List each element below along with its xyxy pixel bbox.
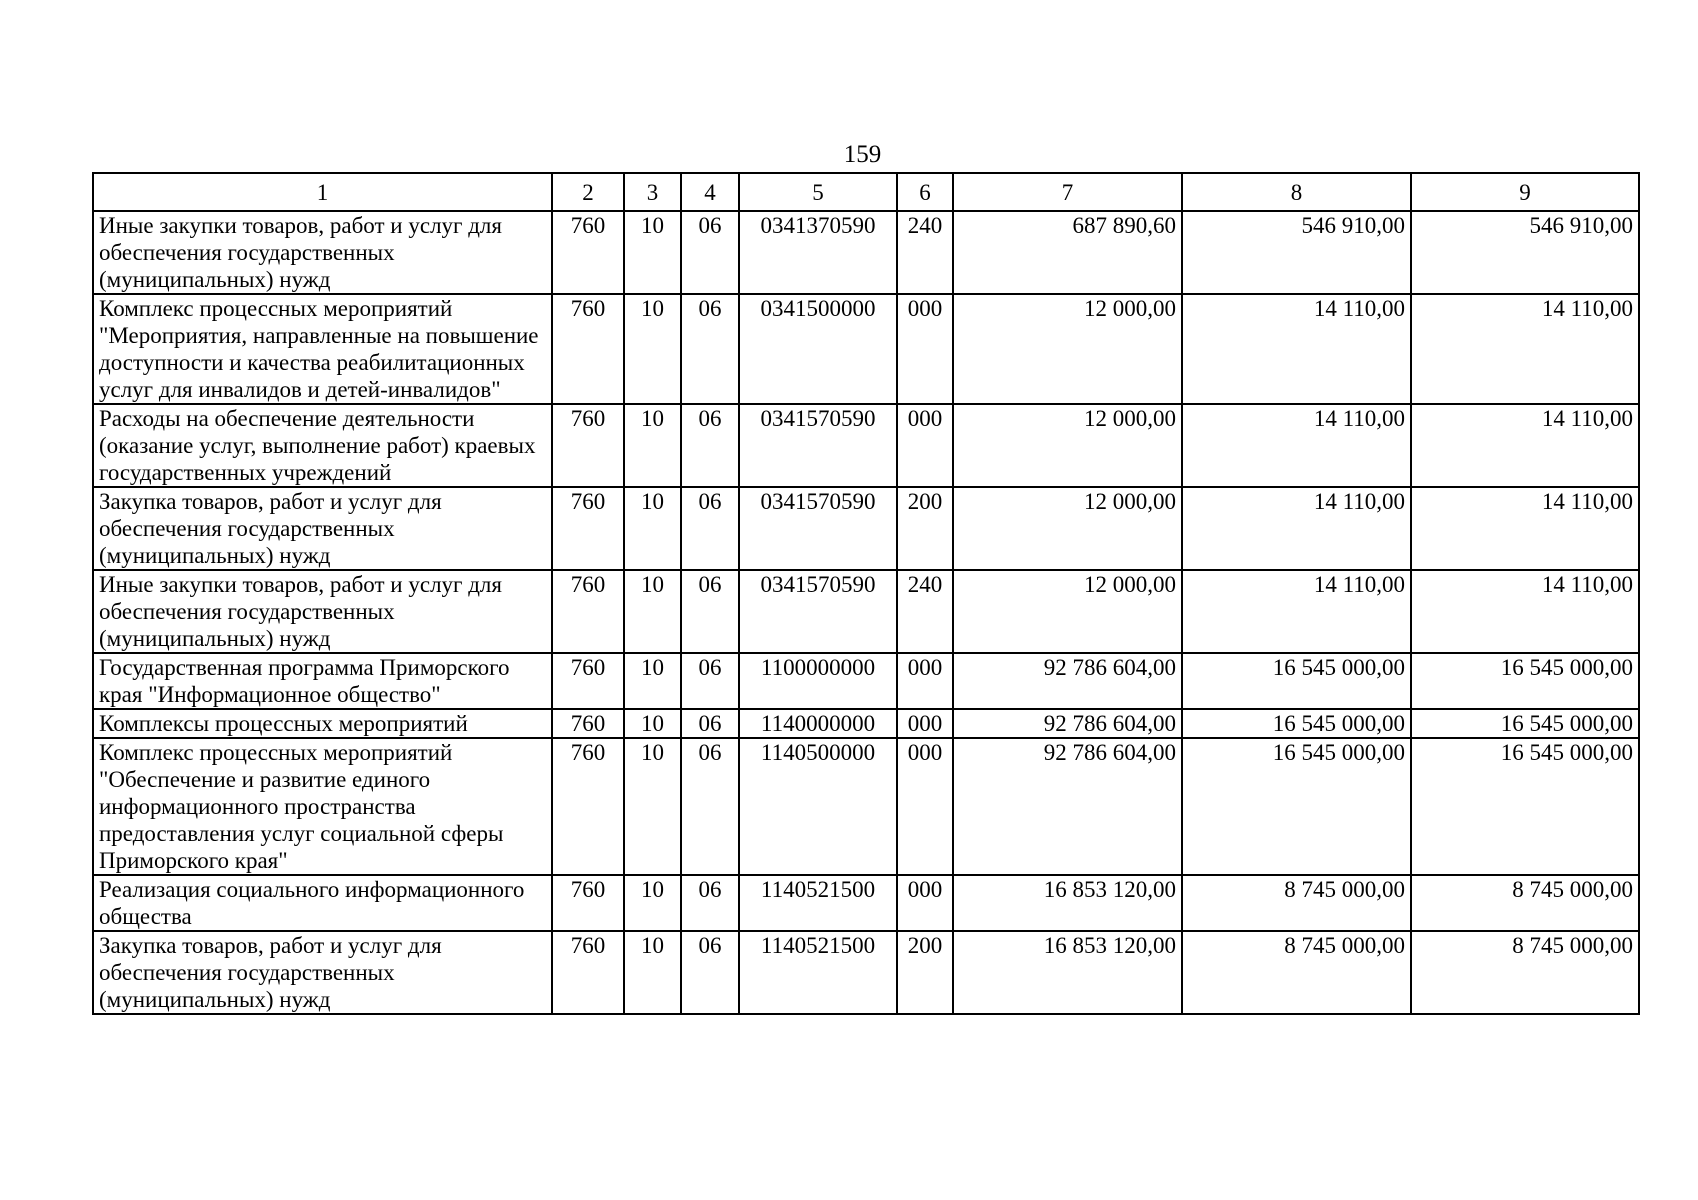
amount-col7: 12 000,00 xyxy=(953,294,1182,404)
subsection-code: 06 xyxy=(681,487,739,570)
column-header: 8 xyxy=(1182,173,1411,211)
amount-col8: 14 110,00 xyxy=(1182,570,1411,653)
expense-type-code: 000 xyxy=(897,875,953,931)
ministry-code: 760 xyxy=(552,570,624,653)
amount-col9: 8 745 000,00 xyxy=(1411,875,1639,931)
row-name: Реализация социального информационного общества xyxy=(93,875,552,931)
amount-col8: 16 545 000,00 xyxy=(1182,738,1411,875)
subsection-code: 06 xyxy=(681,875,739,931)
table-row xyxy=(93,875,1639,931)
ministry-code: 760 xyxy=(552,487,624,570)
column-header: 9 xyxy=(1411,173,1639,211)
amount-col7: 16 853 120,00 xyxy=(953,875,1182,931)
amount-col7: 16 853 120,00 xyxy=(953,931,1182,1014)
expense-type-code: 000 xyxy=(897,653,953,709)
subsection-code: 06 xyxy=(681,653,739,709)
row-name: Иные закупки товаров, работ и услуг для обеспечения государственных (муниципальных) нужд xyxy=(93,211,552,294)
amount-col8: 546 910,00 xyxy=(1182,211,1411,294)
target-article-code: 0341500000 xyxy=(739,294,897,404)
expense-type-code: 000 xyxy=(897,404,953,487)
amount-col8: 16 545 000,00 xyxy=(1182,653,1411,709)
amount-col8: 14 110,00 xyxy=(1182,404,1411,487)
table-row xyxy=(93,404,1639,487)
row-name: Иные закупки товаров, работ и услуг для обеспечения государственных (муниципальных) нужд xyxy=(93,570,552,653)
ministry-code: 760 xyxy=(552,294,624,404)
amount-col9: 546 910,00 xyxy=(1411,211,1639,294)
section-code: 10 xyxy=(624,294,681,404)
ministry-code: 760 xyxy=(552,709,624,738)
row-name: Комплекс процессных мероприятий "Обеспечение и развитие единого информационного пространства предоставления услуг социальной сферы Приморского края" xyxy=(93,738,552,875)
target-article-code: 0341370590 xyxy=(739,211,897,294)
ministry-code: 760 xyxy=(552,931,624,1014)
row-name: Закупка товаров, работ и услуг для обеспечения государственных (муниципальных) нужд xyxy=(93,931,552,1014)
row-name: Закупка товаров, работ и услуг для обеспечения государственных (муниципальных) нужд xyxy=(93,487,552,570)
table-row xyxy=(93,931,1639,1014)
amount-col9: 8 745 000,00 xyxy=(1411,931,1639,1014)
row-name: Государственная программа Приморского края "Информационное общество" xyxy=(93,653,552,709)
column-header: 2 xyxy=(552,173,624,211)
ministry-code: 760 xyxy=(552,653,624,709)
row-name: Комплекс процессных мероприятий "Мероприятия, направленные на повышение доступности и качества реабилитационных услуг для инвалидов и детей-инвалидов" xyxy=(93,294,552,404)
amount-col9: 16 545 000,00 xyxy=(1411,653,1639,709)
target-article-code: 0341570590 xyxy=(739,570,897,653)
section-code: 10 xyxy=(624,709,681,738)
amount-col9: 14 110,00 xyxy=(1411,404,1639,487)
amount-col9: 16 545 000,00 xyxy=(1411,709,1639,738)
table-row xyxy=(93,738,1639,875)
page-number: 159 xyxy=(843,141,882,168)
expense-type-code: 200 xyxy=(897,931,953,1014)
budget-table xyxy=(92,172,1640,1015)
table-row xyxy=(93,487,1639,570)
row-name: Расходы на обеспечение деятельности (оказание услуг, выполнение работ) краевых государственных учреждений xyxy=(93,404,552,487)
subsection-code: 06 xyxy=(681,570,739,653)
target-article-code: 1140500000 xyxy=(739,738,897,875)
table-row xyxy=(93,570,1639,653)
subsection-code: 06 xyxy=(681,709,739,738)
amount-col8: 8 745 000,00 xyxy=(1182,875,1411,931)
amount-col8: 16 545 000,00 xyxy=(1182,709,1411,738)
amount-col9: 16 545 000,00 xyxy=(1411,738,1639,875)
amount-col7: 92 786 604,00 xyxy=(953,653,1182,709)
subsection-code: 06 xyxy=(681,738,739,875)
table-row xyxy=(93,211,1639,294)
subsection-code: 06 xyxy=(681,294,739,404)
target-article-code: 1140521500 xyxy=(739,931,897,1014)
table-row xyxy=(93,653,1639,709)
section-code: 10 xyxy=(624,875,681,931)
amount-col8: 14 110,00 xyxy=(1182,294,1411,404)
section-code: 10 xyxy=(624,211,681,294)
expense-type-code: 000 xyxy=(897,294,953,404)
column-header: 1 xyxy=(93,173,552,211)
amount-col8: 14 110,00 xyxy=(1182,487,1411,570)
section-code: 10 xyxy=(624,404,681,487)
target-article-code: 1140521500 xyxy=(739,875,897,931)
section-code: 10 xyxy=(624,738,681,875)
header-row xyxy=(93,173,1639,211)
amount-col8: 8 745 000,00 xyxy=(1182,931,1411,1014)
ministry-code: 760 xyxy=(552,404,624,487)
amount-col7: 12 000,00 xyxy=(953,570,1182,653)
amount-col9: 14 110,00 xyxy=(1411,487,1639,570)
expense-type-code: 240 xyxy=(897,570,953,653)
ministry-code: 760 xyxy=(552,875,624,931)
ministry-code: 760 xyxy=(552,211,624,294)
column-header: 4 xyxy=(681,173,739,211)
ministry-code: 760 xyxy=(552,738,624,875)
amount-col7: 12 000,00 xyxy=(953,404,1182,487)
table-row xyxy=(93,294,1639,404)
target-article-code: 1140000000 xyxy=(739,709,897,738)
row-name: Комплексы процессных мероприятий xyxy=(93,709,552,738)
target-article-code: 0341570590 xyxy=(739,487,897,570)
expense-type-code: 240 xyxy=(897,211,953,294)
subsection-code: 06 xyxy=(681,931,739,1014)
column-header: 7 xyxy=(953,173,1182,211)
target-article-code: 1100000000 xyxy=(739,653,897,709)
amount-col9: 14 110,00 xyxy=(1411,570,1639,653)
expense-type-code: 000 xyxy=(897,709,953,738)
amount-col7: 12 000,00 xyxy=(953,487,1182,570)
amount-col7: 92 786 604,00 xyxy=(953,709,1182,738)
table-row xyxy=(93,709,1639,738)
amount-col9: 14 110,00 xyxy=(1411,294,1639,404)
column-header: 6 xyxy=(897,173,953,211)
target-article-code: 0341570590 xyxy=(739,404,897,487)
amount-col7: 687 890,60 xyxy=(953,211,1182,294)
column-header: 3 xyxy=(624,173,681,211)
section-code: 10 xyxy=(624,653,681,709)
expense-type-code: 000 xyxy=(897,738,953,875)
amount-col7: 92 786 604,00 xyxy=(953,738,1182,875)
subsection-code: 06 xyxy=(681,404,739,487)
column-header: 5 xyxy=(739,173,897,211)
expense-type-code: 200 xyxy=(897,487,953,570)
subsection-code: 06 xyxy=(681,211,739,294)
section-code: 10 xyxy=(624,931,681,1014)
section-code: 10 xyxy=(624,570,681,653)
section-code: 10 xyxy=(624,487,681,570)
